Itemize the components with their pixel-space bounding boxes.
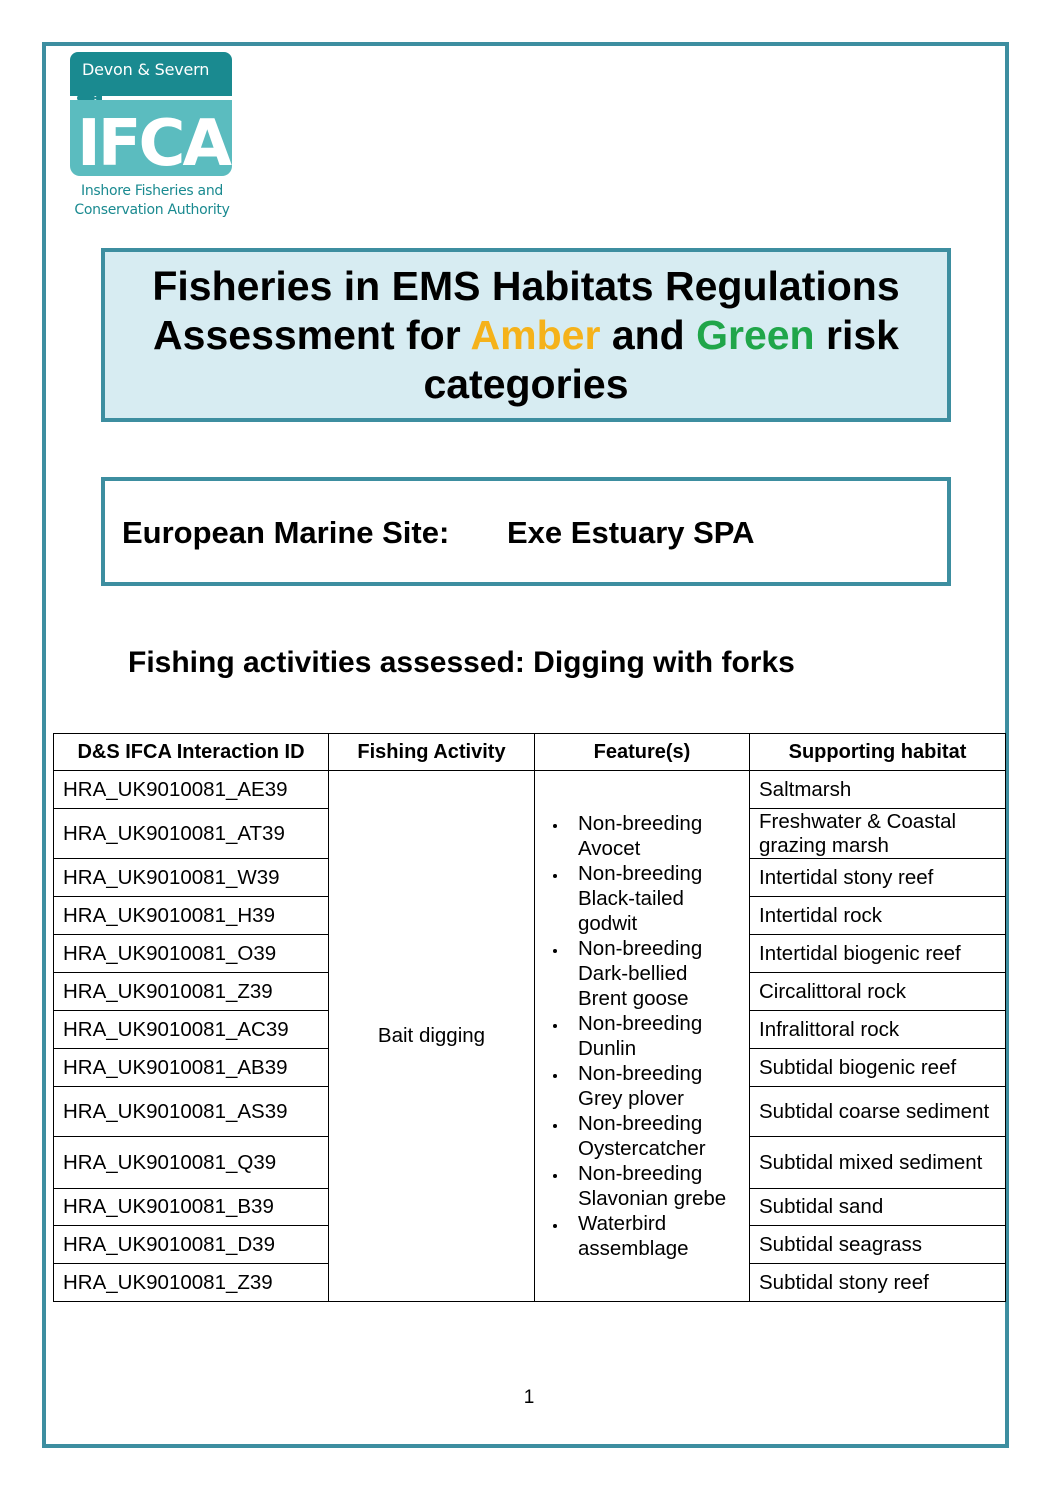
habitat-cell: Freshwater & Coastal grazing marsh bbox=[750, 809, 1006, 859]
ifca-logo bbox=[68, 52, 236, 222]
title-part3: risk categories bbox=[423, 311, 899, 407]
habitat-cell: Subtidal sand bbox=[750, 1189, 1006, 1226]
logo-mark: IFCA bbox=[76, 107, 230, 181]
habitat-cell: Intertidal biogenic reef bbox=[750, 935, 1006, 973]
page-number: 1 bbox=[523, 1387, 535, 1408]
document-title bbox=[126, 262, 926, 409]
features-cell bbox=[535, 771, 750, 1302]
interaction-table-wrapper bbox=[53, 733, 1005, 1302]
logo-subtitle-line1: Inshore Fisheries and bbox=[81, 183, 223, 199]
habitat-cell: Infralittoral rock bbox=[750, 1011, 1006, 1049]
feature-item: • Non-breeding Black-tailed godwit bbox=[568, 861, 740, 936]
interaction-id-cell: HRA_UK9010081_AE39 bbox=[54, 771, 329, 809]
habitat-cell: Circalittoral rock bbox=[750, 973, 1006, 1011]
interaction-id-cell: HRA_UK9010081_AB39 bbox=[54, 1049, 329, 1087]
site-value: Exe Estuary SPA bbox=[507, 515, 755, 550]
feature-item: • Non-breeding Slavonian grebe bbox=[568, 1161, 740, 1211]
header-interaction-id: D&S IFCA Interaction ID bbox=[54, 734, 329, 771]
habitat-cell: Subtidal seagrass bbox=[750, 1226, 1006, 1264]
interaction-table bbox=[53, 733, 1006, 1302]
interaction-id-cell: HRA_UK9010081_Z39 bbox=[54, 973, 329, 1011]
table-row bbox=[54, 771, 1006, 809]
logo-subtitle bbox=[68, 182, 236, 220]
interaction-id-cell: HRA_UK9010081_D39 bbox=[54, 1226, 329, 1264]
title-part2: and bbox=[600, 311, 697, 358]
habitat-cell: Subtidal coarse sediment bbox=[750, 1087, 1006, 1137]
table-header-row bbox=[54, 734, 1006, 771]
header-fishing-activity: Fishing Activity bbox=[329, 734, 535, 771]
habitat-cell: Subtidal biogenic reef bbox=[750, 1049, 1006, 1087]
activities-heading: Fishing activities assessed: Digging with forks bbox=[128, 646, 795, 679]
habitat-cell: Subtidal stony reef bbox=[750, 1264, 1006, 1302]
interaction-id-cell: HRA_UK9010081_AS39 bbox=[54, 1087, 329, 1137]
interaction-id-cell: HRA_UK9010081_O39 bbox=[54, 935, 329, 973]
fishing-activity-cell: Bait digging bbox=[329, 771, 535, 1302]
interaction-id-cell: HRA_UK9010081_B39 bbox=[54, 1189, 329, 1226]
title-amber: Amber bbox=[470, 311, 601, 358]
header-supporting-habitat: Supporting habitat bbox=[750, 734, 1006, 771]
site-label: European Marine Site: bbox=[122, 515, 450, 550]
feature-item: • Non-breeding Dark-bellied Brent goose bbox=[568, 936, 740, 1011]
site-box bbox=[101, 477, 951, 586]
habitat-cell: Intertidal stony reef bbox=[750, 859, 1006, 897]
header-features: Feature(s) bbox=[535, 734, 750, 771]
interaction-id-cell: HRA_UK9010081_Q39 bbox=[54, 1137, 329, 1189]
feature-item: • Non-breeding Dunlin bbox=[568, 1011, 740, 1061]
interaction-id-cell: HRA_UK9010081_AC39 bbox=[54, 1011, 329, 1049]
interaction-id-cell: HRA_UK9010081_AT39 bbox=[54, 809, 329, 859]
logo-banner-text: Devon & Severn bbox=[82, 60, 210, 79]
title-green: Green bbox=[696, 311, 815, 358]
interaction-id-cell: HRA_UK9010081_H39 bbox=[54, 897, 329, 935]
title-part1: Fisheries in EMS Habitats Regulations Assessment for bbox=[152, 262, 900, 358]
feature-item: • Waterbird assemblage bbox=[568, 1211, 740, 1261]
feature-item: • Non-breeding Grey plover bbox=[568, 1061, 740, 1111]
interaction-id-cell: HRA_UK9010081_Z39 bbox=[54, 1264, 329, 1302]
logo-subtitle-line2: Conservation Authority bbox=[74, 202, 230, 218]
feature-item: • Non-breeding Avocet bbox=[568, 811, 740, 861]
title-box bbox=[101, 248, 951, 422]
habitat-cell: Saltmarsh bbox=[750, 771, 1006, 809]
interaction-id-cell: HRA_UK9010081_W39 bbox=[54, 859, 329, 897]
habitat-cell: Subtidal mixed sediment bbox=[750, 1137, 1006, 1189]
feature-item: • Non-breeding Oystercatcher bbox=[568, 1111, 740, 1161]
habitat-cell: Intertidal rock bbox=[750, 897, 1006, 935]
features-list bbox=[544, 811, 740, 1261]
